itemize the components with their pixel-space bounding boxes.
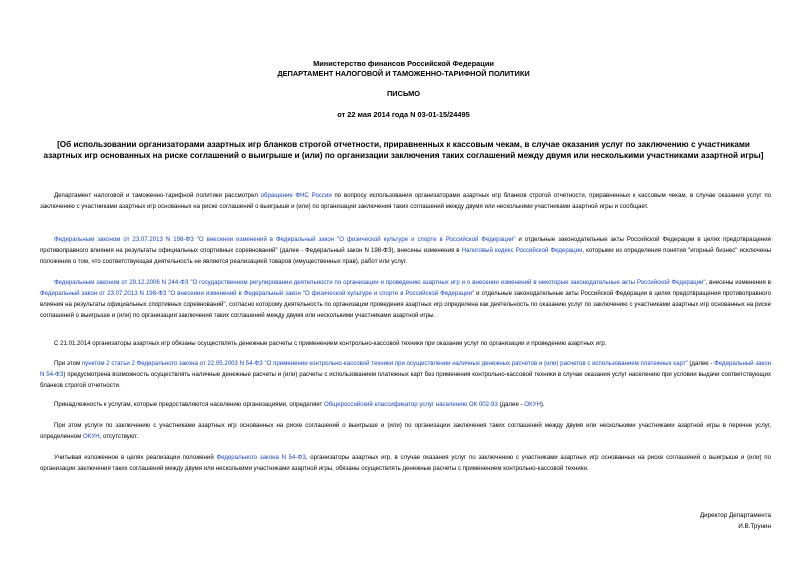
signature-position: Директор Департамента [699, 512, 771, 519]
okun-link[interactable]: ОКУН [524, 401, 541, 408]
p2-text-a: и отдельные законодательные акты Российской Федерации в целях предотвращения противоправного влияния на результаты официальных спортивных соревнований" (далее - Федеральный закон N 198-ФЗ), внесены изменения в [40, 236, 771, 254]
law-198-amendment-link[interactable]: Федеральный закон от 23.07.2013 N 198-ФЗ "О внесении изменений в Федеральный закон "О физической культуре и спорте в Российской Федерации" [40, 290, 475, 297]
paragraph-3 [40, 277, 771, 321]
document-date-number: от 22 мая 2014 года N 03-01-15/24495 [337, 110, 470, 119]
p6-text-b: (далее - [497, 401, 525, 408]
law-244-link[interactable]: Федеральным законом от 29.12.2006 N 244-ФЗ "О государственном регулировании деятельности по организации и проведению азартных игр и о внесении изменений в некоторые законодательные акты Российской Федерации" [54, 279, 706, 286]
p6-text-a: Принадлежность к услугам, которые предоставляются населению организациями, определяет [54, 401, 325, 408]
p8-text-b: , организаторы азартных игр, в случае оказания услуг по заключению с участниками азартных игр основанных на риске соглашений о выигрыше и (или) по организации заключения таких соглашений между двумя или несколькими участниками азартной игры, обязаны осуществлять денежные расчеты с применением контрольно-кассовой техники. [40, 454, 771, 472]
paragraph-6 [40, 399, 771, 410]
document-title: [Об использовании организаторами азартных игр бланков строгой отчетности, приравненных к кассовым чекам, в случае оказания услуг по заключению с участниками азартных игр основанных на риске соглашений о выигрыше и (или) по организации заключения таких соглашений между двумя или несколькими участниками азартной игры] [43, 140, 764, 160]
p6-text-c: ). [540, 401, 545, 408]
p1-text-b: по вопросу использования организаторами азартных игр бланков строгой отчетности, приравненных к кассовым чекам, в случае оказания услуг по заключению с участниками азартных игр основанных на риске соглашений о выигрыше и (или) по организации заключения таких соглашений между двумя или несколькими участниками азартной игры и сообщает. [40, 192, 772, 210]
p5-text-a: При этом [54, 360, 82, 367]
okun-classifier-link[interactable]: Общероссийский классификатор услуг населению ОК 002-93 [324, 401, 498, 408]
paragraph-7 [40, 420, 771, 442]
law-54-article-link[interactable]: пунктом 2 статьи 2 Федерального закона от 22.05.2003 N 54-ФЗ "О применении контрольно-кассовой техники при осуществлении наличных денежных расчетов и (или) расчетов с использованием платежных карт" [81, 360, 688, 367]
p2-text-b: , которыми из определения понятия "игорный бизнес" исключены положения о том, что соответствующая деятельность не является реализацией товаров (имущественных прав), работ или услуг. [40, 247, 771, 265]
paragraph-2 [40, 234, 771, 267]
law-54-link-2[interactable]: Федерального закона N 54-ФЗ [216, 454, 306, 461]
law-198-link[interactable]: Федеральным законом от 23.07.2013 N 198-ФЗ "О внесении изменений в Федеральный закон "О физической культуре и спорте в Российской Федерации" [54, 236, 516, 243]
signature-name: И.В.Трунин [738, 523, 771, 530]
p3-text-b: и отдельные законодательные акты Российской Федерации в целях предотвращения противоправного влияния на результаты официальных спортивных соревнований", согласно которому деятельность по организации проведения азартных игр определена как деятельность по оказанию услуг по заключению с участниками азартных игр основанных на риске соглашений о выигрыше и (или) по организации заключения таких соглашений между двумя или несколькими участниками азартной игры. [40, 290, 771, 319]
ministry-name: Министерство финансов Российской Федерации [313, 59, 494, 68]
department-name: ДЕПАРТАМЕНТ НАЛОГОВОЙ И ТАМОЖЕННО-ТАРИФНОЙ ПОЛИТИКИ [277, 69, 530, 78]
law-54-link[interactable]: Федеральный закон N 54-ФЗ [40, 360, 772, 378]
p3-text-a: , внесены изменения в [705, 279, 771, 286]
paragraph-1 [40, 190, 771, 212]
paragraph-4: С 21.01.2014 организаторы азартных игр обязаны осуществлять денежные расчеты с применением контрольно-кассовой техники при оказании услуг по организации и проведению азартных игр. [54, 340, 607, 347]
p7-text-b: , отсутствуют. [99, 433, 139, 440]
paragraph-5 [40, 358, 771, 391]
fns-appeal-link[interactable]: обращение ФНС России [260, 192, 332, 199]
paragraph-8 [40, 452, 771, 474]
p5-text-b: (далее - [687, 360, 715, 367]
p5-text-c: ) предусмотрена возможность осуществлять наличные денежные расчеты и (или) расчеты с использованием платежных карт без применения контрольно-кассовой техники в случае оказания услуг населению при условии выдачи соответствующих бланков строгой отчетности. [40, 371, 771, 389]
document-type: ПИСЬМО [387, 89, 420, 98]
p1-text-a: Департамент налоговой и таможенно-тарифной политики рассмотрел [54, 192, 261, 199]
tax-code-link[interactable]: Налоговый кодекс Российской Федерации [461, 247, 583, 254]
p8-text-a: Учитывая изложенное в целях реализации положений [54, 454, 217, 461]
p7-text-a: При этом услуги по заключению с участниками азартных игр основанных на риске соглашений о выигрыше и (или) по организации заключения таких соглашений между двумя или несколькими участниками азартной игры в перечне услуг, определенном [40, 422, 771, 440]
okun-link-2[interactable]: ОКУН [83, 433, 100, 440]
